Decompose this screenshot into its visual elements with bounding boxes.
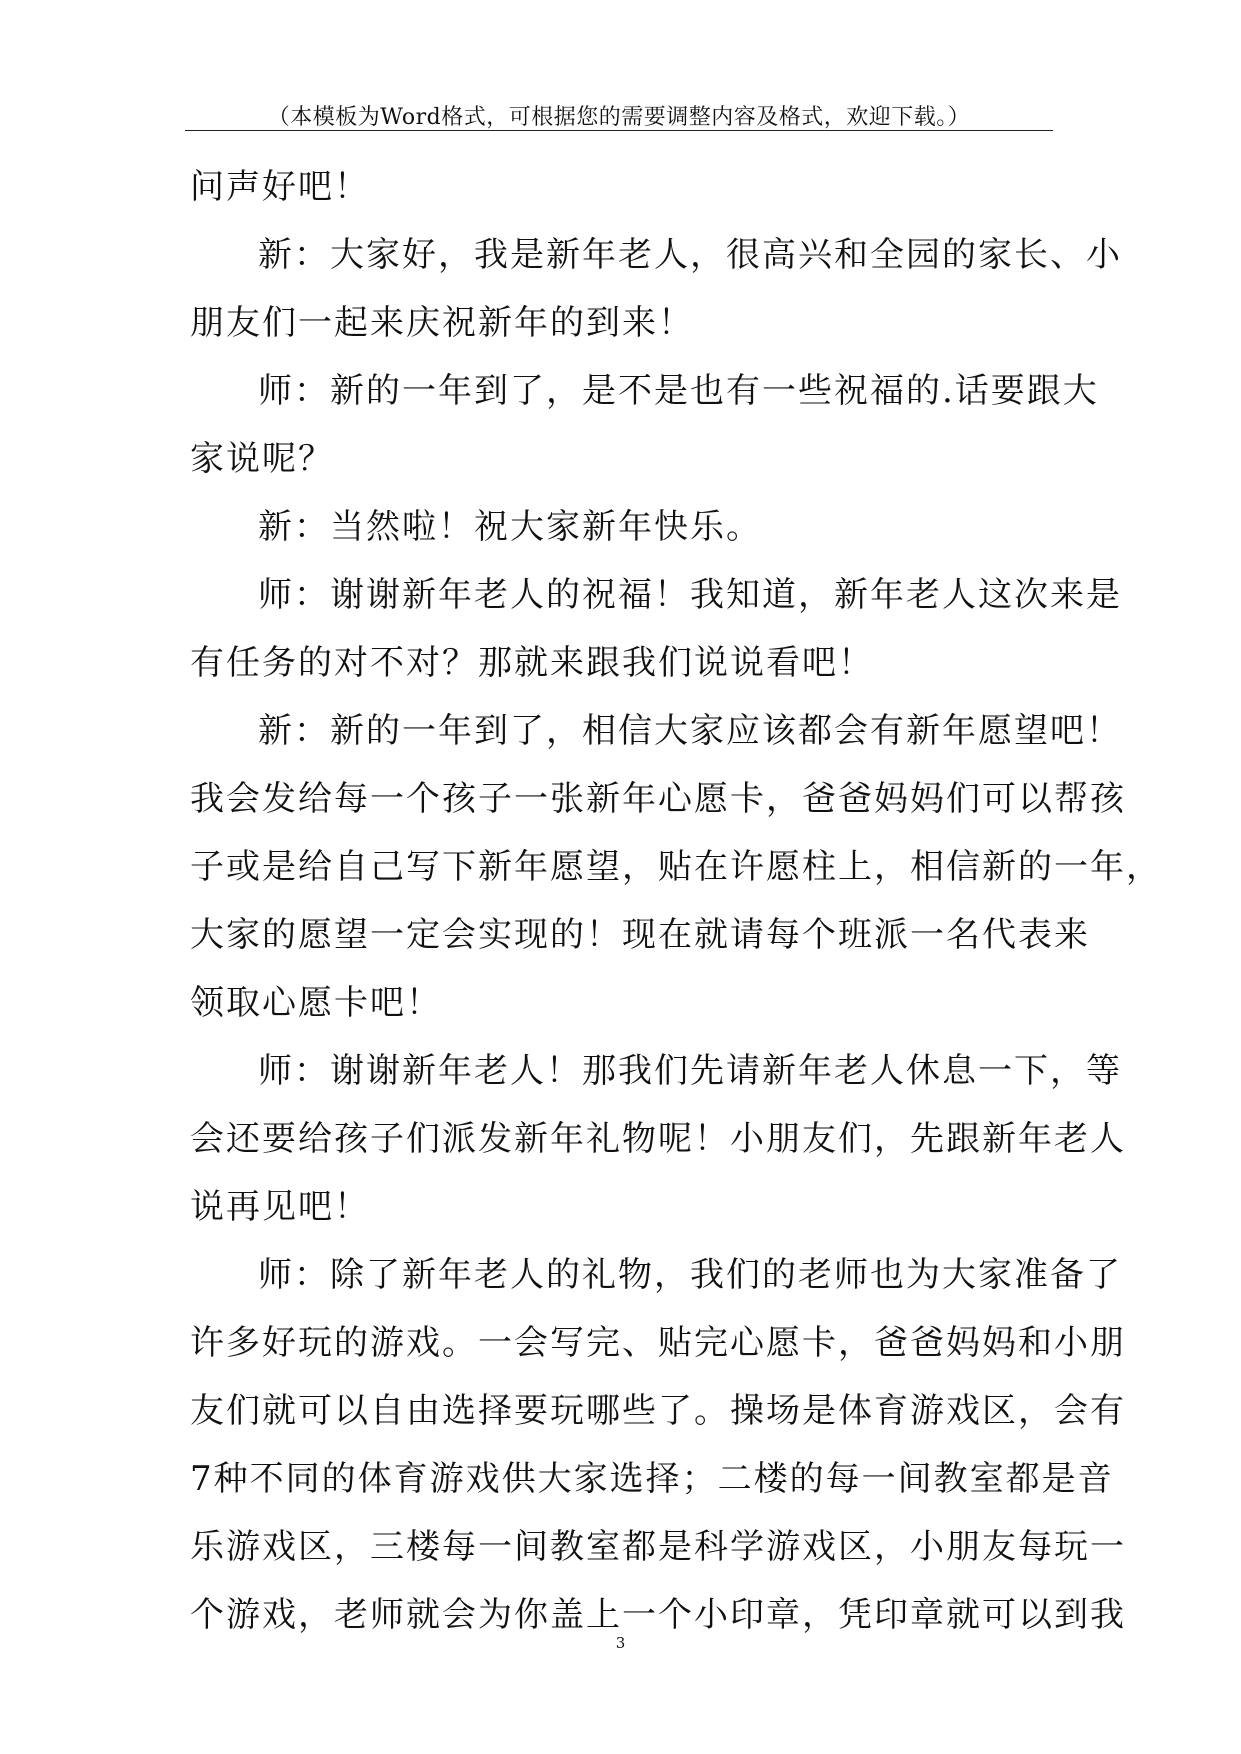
text-line: 说再见吧！ [190,1187,370,1227]
text-line: 问声好吧！ [190,167,370,207]
text-line: 会还要给孩子们派发新年礼物呢！小朋友们，先跟新年老人 [190,1119,1126,1159]
text-line: 7种不同的体育游戏供大家选择；二楼的每一间教室都是音 [190,1459,1114,1499]
text-line: 家说呢？ [190,439,334,479]
text-line: 师：谢谢新年老人！那我们先请新年老人休息一下，等 [258,1051,1122,1091]
document-body [190,153,1162,1649]
text-line: 大家的愿望一定会实现的！现在就请每个班派一名代表来 [190,915,1090,955]
text-line: 个游戏，老师就会为你盖上一个小印章，凭印章就可以到我 [190,1595,1126,1635]
text-line: 朋友们一起来庆祝新年的到来！ [190,303,694,343]
text-line: 友们就可以自由选择要玩哪些了。操场是体育游戏区，会有 [190,1391,1126,1431]
header-note: （本模板为Word格式，可根据您的需要调整内容及格式，欢迎下载。） [267,105,971,130]
text-line: 领取心愿卡吧！ [190,983,442,1023]
text-line: 乐游戏区，三楼每一间教室都是科学游戏区，小朋友每玩一 [190,1527,1126,1567]
text-line: 许多好玩的游戏。一会写完、贴完心愿卡，爸爸妈妈和小朋 [190,1323,1126,1363]
text-line: 我会发给每一个孩子一张新年心愿卡，爸爸妈妈们可以帮孩 [190,779,1126,819]
text-line: 师：除了新年老人的礼物，我们的老师也为大家准备了 [258,1255,1122,1295]
text-line: 新：大家好，我是新年老人，很高兴和全园的家长、小 [258,235,1122,275]
text-line: 新：新的一年到了，相信大家应该都会有新年愿望吧！ [258,711,1122,751]
text-line: 师：新的一年到了，是不是也有一些祝福的.话要跟大 [258,371,1099,411]
text-line: 师：谢谢新年老人的祝福！我知道，新年老人这次来是 [258,575,1122,615]
header-divider [185,130,1053,131]
text-line: 新：当然啦！祝大家新年快乐。 [258,507,762,547]
text-line: 有任务的对不对？那就来跟我们说说看吧！ [190,643,874,683]
page-number: 3 [615,1634,626,1652]
text-line: 子或是给自己写下新年愿望，贴在许愿柱上，相信新的一年， [190,847,1162,887]
